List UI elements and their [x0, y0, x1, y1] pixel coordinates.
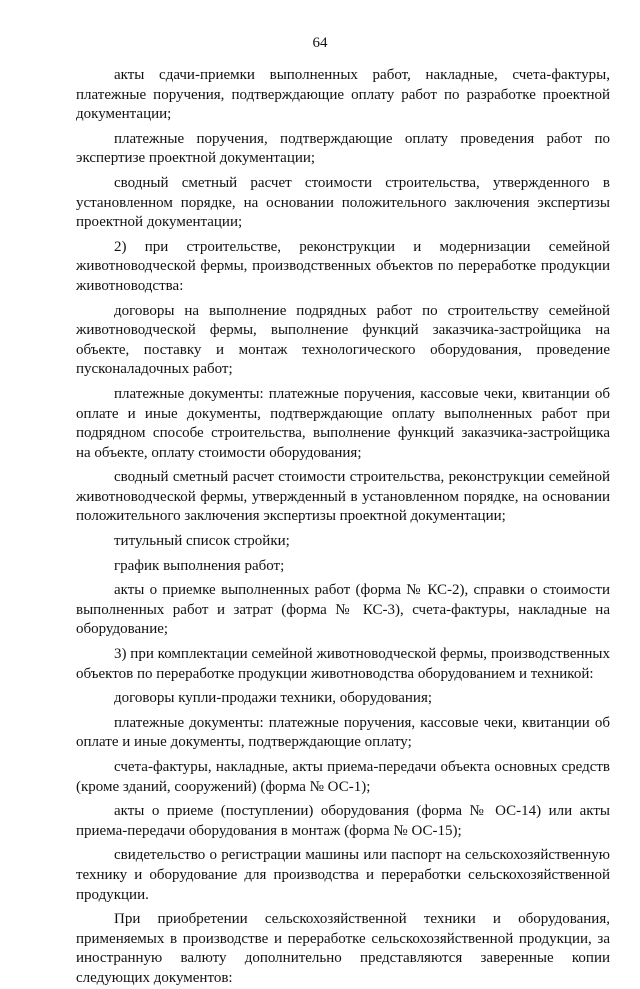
paragraph: 2) при строительстве, реконструкции и модернизации семейной животноводческой фермы, производственных объектов по переработке продукции животноводства: [76, 238, 610, 294]
page-number: 64 [312, 35, 328, 51]
paragraph: счета-фактуры, накладные, акты приема-передачи объекта основных средств (кроме зданий, сооружений) (форма № ОС-1); [76, 759, 610, 795]
body-text [76, 66, 610, 989]
paragraph: При приобретении сельскохозяйственной техники и оборудования, применяемых в производстве и переработке сельскохозяйственной продукции, за иностранную валюту дополнительно представляются заверенные копии следующих документов: [76, 911, 610, 986]
paragraph: договоры на выполнение подрядных работ по строительству семейной животноводческой фермы, выполнение функций заказчика-застройщика на объекте, поставку и монтаж технологического оборудования, проведение пусконаладочных работ; [76, 302, 610, 378]
paragraph: платежные документы: платежные поручения, кассовые чеки, квитанции об оплате и иные документы, подтверждающие оплату выполненных работ при подрядном способе строительства, выполнение функций заказчика-застройщика на объекте, оплату стоимости оборудования; [76, 385, 610, 461]
paragraph: договоры купли-продажи техники, оборудования; [114, 690, 433, 707]
paragraph: акты о приемке выполненных работ (форма № КС-2), справки о стоимости выполненных работ и затрат (форма № КС-3), счета-фактуры, накладные на оборудование; [76, 582, 610, 638]
paragraph: титульный список стройки; [114, 533, 290, 550]
paragraph: свидетельство о регистрации машины или паспорт на сельскохозяйственную технику и оборудование для производства и переработки сельскохозяйственной продукции. [76, 847, 610, 903]
paragraph: платежные поручения, подтверждающие оплату проведения работ по экспертизе проектной документации; [76, 130, 610, 167]
paragraph: сводный сметный расчет стоимости строительства, реконструкции семейной животноводческой фермы, утвержденный в установленном порядке, на основании положительного заключения экспертизы проектной документации; [76, 469, 610, 525]
paragraph: акты сдачи-приемки выполненных работ, накладные, счета-фактуры, платежные поручения, подтверждающие оплату работ по разработке проектной документации; [76, 67, 610, 123]
paragraph: сводный сметный расчет стоимости строительства, утвержденного в установленном порядке, на основании положительного заключения экспертизы проектной документации; [76, 174, 610, 231]
paragraph: акты о приеме (поступлении) оборудования (форма № ОС-14) или акты приема-передачи оборудования в монтаж (форма № ОС-15); [76, 803, 610, 839]
paragraph: 3) при комплектации семейной животноводческой фермы, производственных объектов по переработке продукции животноводства оборудованием и техникой: [76, 646, 610, 682]
paragraph: платежные документы: платежные поручения, кассовые чеки, квитанции об оплате и иные документы, подтверждающие оплату; [76, 714, 610, 751]
paragraph: график выполнения работ; [114, 557, 285, 574]
